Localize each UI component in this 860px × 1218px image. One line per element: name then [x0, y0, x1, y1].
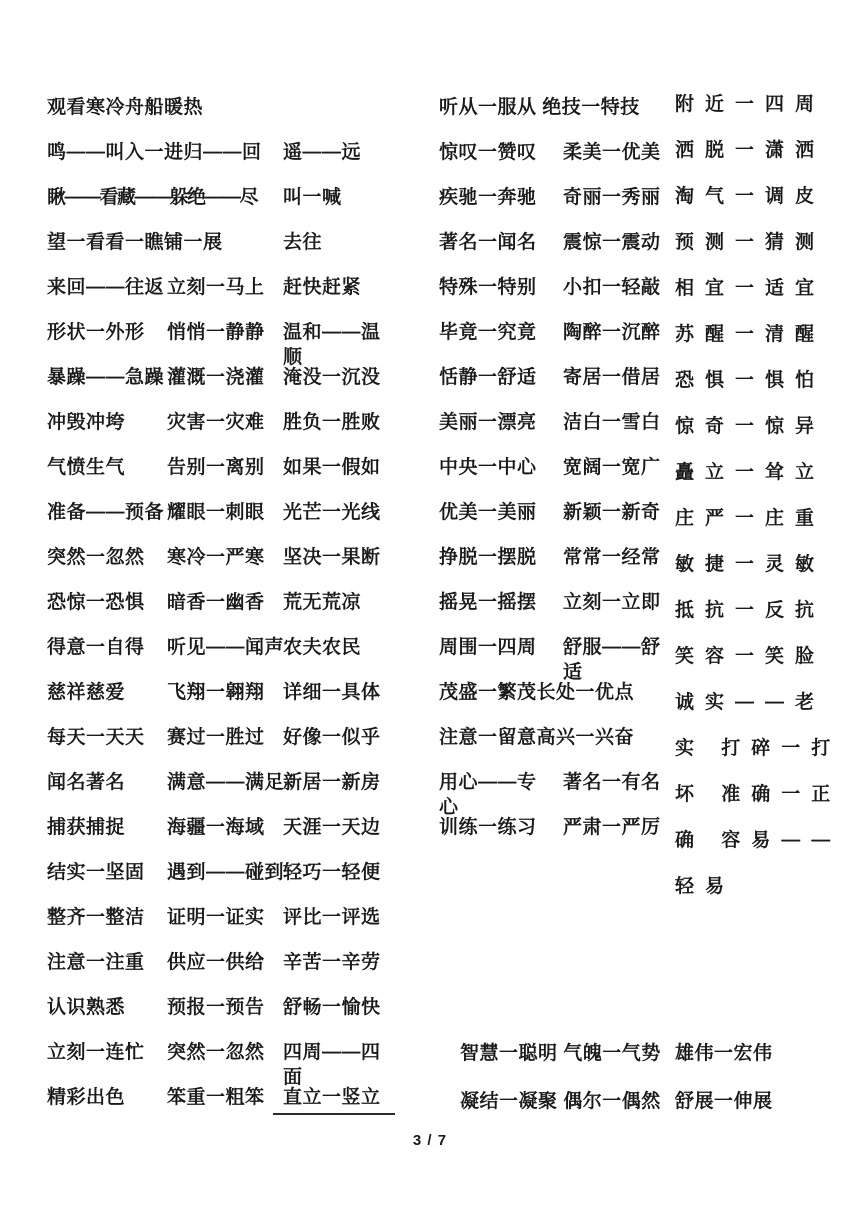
word-pair: 慈祥慈爱 [47, 682, 126, 703]
word-pair: 气愤生气 [47, 457, 126, 478]
word-pair: 飞翔一翱翔 [167, 682, 265, 703]
word-pair-line: 诚实——老实 打碎一打坏 准确一正确 容易——轻易 [675, 692, 842, 897]
word-pair: 听从一服从 绝技一特技 [439, 97, 640, 118]
word-pair: 灾害一灾难 [167, 412, 265, 433]
word-pair: 如果一假如 [283, 457, 381, 478]
word-pair: 用心——专心 [439, 772, 537, 818]
word-pair-line: 附近一四周 [675, 94, 826, 115]
word-pair: 淹没一沉没 [283, 367, 381, 388]
word-pair-row [47, 725, 439, 770]
synonym-table-left [47, 95, 439, 1130]
word-pair-line: 恐惧一惧怕 [675, 370, 826, 391]
word-pair-row [439, 680, 677, 725]
word-pair: 精彩出色 [47, 1087, 126, 1108]
word-pair: 挣脱一摆脱 [439, 547, 537, 568]
word-pair: 立刻一连忙 [47, 1042, 145, 1063]
word-pair: 新颖一新奇 [563, 502, 661, 523]
word-pair: 遥——远 [283, 142, 362, 163]
word-pair: 光芒一光线 [283, 502, 381, 523]
word-pair: 特殊一特别 [439, 277, 537, 298]
word-pair-row [439, 185, 677, 230]
word-pair-line: 庄严一庄重 [675, 508, 826, 529]
word-pair: 每天一天天 [47, 727, 145, 748]
word-pair: 著名一闻名 [439, 232, 537, 253]
word-pair-row [47, 950, 439, 995]
word-pair: 注意一留意高兴一兴奋 [439, 727, 635, 748]
word-pair-row [439, 230, 677, 275]
word-pair-row [47, 1040, 439, 1088]
word-pair: 闻名著名 [47, 772, 126, 793]
word-pair-line: 矗立一耸立 [675, 462, 826, 483]
word-pair: 赶快赶紧 [283, 277, 362, 298]
word-pair: 宽阔一宽广 [563, 457, 661, 478]
word-pair: 寒冷一严寒 [167, 547, 265, 568]
word-pair: 证明一证实 [167, 907, 265, 928]
word-pair: 奇丽一秀丽 [563, 187, 661, 208]
word-pair-line: 淘气一调皮 [675, 186, 826, 207]
word-pair-row [47, 320, 439, 368]
word-pair-row [439, 365, 677, 410]
word-pair: 听见——闻声 [167, 637, 285, 658]
word-pair: 悄悄一静静 [167, 322, 265, 343]
word-pair-row [439, 275, 677, 320]
word-pair: 冲毁冲垮 [47, 412, 126, 433]
word-pair: 认识熟悉 [47, 997, 126, 1018]
word-pair-row [47, 860, 439, 905]
word-pair-line: 苏醒一清醒 [675, 324, 826, 345]
word-pair: 荒无荒凉 [283, 592, 362, 613]
word-pair-row [439, 590, 677, 635]
word-pair: 结实一坚固 [47, 862, 145, 883]
word-pair-row [47, 905, 439, 950]
word-pair: 赛过一胜过 [167, 727, 265, 748]
word-pair-row [47, 545, 439, 590]
word-pair: 笨重一粗笨 [167, 1087, 265, 1108]
word-pair-row [439, 725, 677, 770]
word-pair-row [47, 275, 439, 320]
page-number: 3 / 7 [412, 1132, 448, 1149]
word-pair: 毕竟一究竟 [439, 322, 537, 343]
word-pair: 告别一离别 [167, 457, 265, 478]
word-pair: 周围一四周 [439, 637, 537, 658]
word-pair: 得意一自得 [47, 637, 145, 658]
word-pair: 好像一似乎 [283, 727, 381, 748]
word-pair-row [439, 500, 677, 545]
word-pair: 轻巧一轻便 [283, 862, 381, 883]
word-pair: 坚决一果断 [283, 547, 381, 568]
word-pair: 洁白一雪白 [563, 412, 661, 433]
word-pair-line: 抵抗一反抗 [675, 600, 826, 621]
word-pair: 小扣一轻敲 [563, 277, 661, 298]
word-pair: 来回——往返 [47, 277, 165, 298]
word-pair: 鸣——叫入一进归——回 [47, 142, 262, 163]
word-pair-row [47, 410, 439, 455]
word-pair: 去往 [283, 232, 323, 253]
word-pair: 凝结一凝聚 偶尔一偶然 [460, 1091, 661, 1112]
word-pair: 观看寒冷舟船暖热 [47, 97, 204, 118]
word-pair: 胜负一胜败 [283, 412, 381, 433]
word-pair-row [47, 590, 439, 635]
word-pair: 恬静一舒适 [439, 367, 537, 388]
word-pair: 瞅——看藏——躲绝——尽 [47, 187, 258, 208]
word-pair: 疾驰一奔驰 [439, 187, 537, 208]
word-pair-row [439, 95, 677, 140]
word-pair: 天涯一天边 [283, 817, 381, 838]
word-pair-row [439, 545, 677, 590]
word-pair: 突然一忽然 [167, 1042, 265, 1063]
word-pair: 陶醉一沉醉 [563, 322, 661, 343]
word-pair-row [47, 140, 439, 185]
word-pair: 注意一注重 [47, 952, 145, 973]
word-pair: 辛苦一辛劳 [283, 952, 381, 973]
word-pair: 温和——温顺 [283, 322, 381, 368]
word-pair-line: 预测一猜测 [675, 232, 826, 253]
word-pair: 立刻一马上 [167, 277, 265, 298]
word-pair: 训练一练习 [439, 817, 537, 838]
word-pair: 形状一外形 [47, 322, 145, 343]
word-pair: 智慧一聪明 气魄一气势 [460, 1043, 661, 1064]
word-pair: 准备——预备 [47, 502, 165, 523]
word-pair: 寄居一借居 [563, 367, 661, 388]
word-pair-row [47, 815, 439, 860]
word-pair: 茂盛一繁茂长处一优点 [439, 682, 635, 703]
word-pair: 耀眼一刺眼 [167, 502, 265, 523]
word-pair-underlined: 直立一竖立 [273, 1085, 395, 1115]
word-pair: 详细一具体 [283, 682, 381, 703]
word-pair: 惊叹一赞叹 [439, 142, 537, 163]
word-pair-line: 惊奇一惊异 [675, 416, 826, 437]
word-pair-row [47, 230, 439, 275]
word-pair: 舒服——舒适 [563, 637, 661, 683]
word-pair-row [47, 635, 439, 680]
word-pair: 立刻一立即 [563, 592, 661, 613]
word-pair: 遇到——碰到 [167, 862, 285, 883]
word-pair: 海疆一海域 [167, 817, 265, 838]
word-pair: 恐惊一恐惧 [47, 592, 145, 613]
word-pair: 美丽一漂亮 [439, 412, 537, 433]
word-pair-row [47, 365, 439, 410]
word-pair-line: 相宜一适宜 [675, 278, 826, 299]
word-pair: 优美一美丽 [439, 502, 537, 523]
word-pair: 农夫农民 [283, 637, 362, 658]
word-pair: 四周——四面 [283, 1042, 381, 1088]
word-pair: 中央一中心 [439, 457, 537, 478]
word-pair-line: 洒脱一潇洒 [675, 140, 826, 161]
word-pair: 暗香一幽香 [167, 592, 265, 613]
word-pair-row [439, 635, 677, 683]
word-pair-line: 敏捷一灵敏 [675, 554, 826, 575]
word-pair: 整齐一整洁 [47, 907, 145, 928]
word-pair: 暴躁——急躁 [47, 367, 165, 388]
word-pair-row [439, 815, 677, 860]
synonym-column-right [675, 82, 845, 910]
word-pair-row [439, 770, 677, 818]
word-pair: 满意——满足 [167, 772, 285, 793]
word-pair: 舒畅一愉快 [283, 997, 381, 1018]
word-pair: 捕获捕捉 [47, 817, 126, 838]
word-pair: 望一看看一瞧铺一展 [47, 232, 223, 253]
word-pair-row [47, 455, 439, 500]
word-pair-line: 笑容一笑脸 [675, 646, 826, 667]
word-pair-row [439, 140, 677, 185]
word-pair: 舒展一伸展 [675, 1091, 773, 1112]
word-pair: 供应一供给 [167, 952, 265, 973]
word-pair: 评比一评选 [283, 907, 381, 928]
word-pair: 新居一新房 [283, 772, 381, 793]
word-pair: 著名一有名 [563, 772, 661, 793]
word-pair-row [47, 680, 439, 725]
word-pair-row [439, 455, 677, 500]
word-pair: 摇晃一摇摆 [439, 592, 537, 613]
word-pair-row [47, 995, 439, 1040]
word-pair-row [47, 95, 439, 140]
word-pair: 严肃一严厉 [563, 817, 661, 838]
word-pair: 震惊一震动 [563, 232, 661, 253]
word-pair: 雄伟一宏伟 [675, 1043, 773, 1064]
word-pair-row [47, 185, 439, 230]
word-pair-row [439, 410, 677, 455]
word-pair: 柔美一优美 [563, 142, 661, 163]
word-pair: 叫一喊 [283, 187, 342, 208]
word-pair: 灌溉一浇灌 [167, 367, 265, 388]
word-pair: 常常一经常 [563, 547, 661, 568]
word-pair: 预报一预告 [167, 997, 265, 1018]
word-pair-row [47, 1085, 439, 1130]
word-pair-row [439, 320, 677, 365]
word-pair [283, 1085, 397, 1115]
word-pair: 突然一忽然 [47, 547, 145, 568]
synonym-table-middle [439, 95, 677, 860]
word-pair-row [47, 500, 439, 545]
word-pair-row [47, 770, 439, 815]
